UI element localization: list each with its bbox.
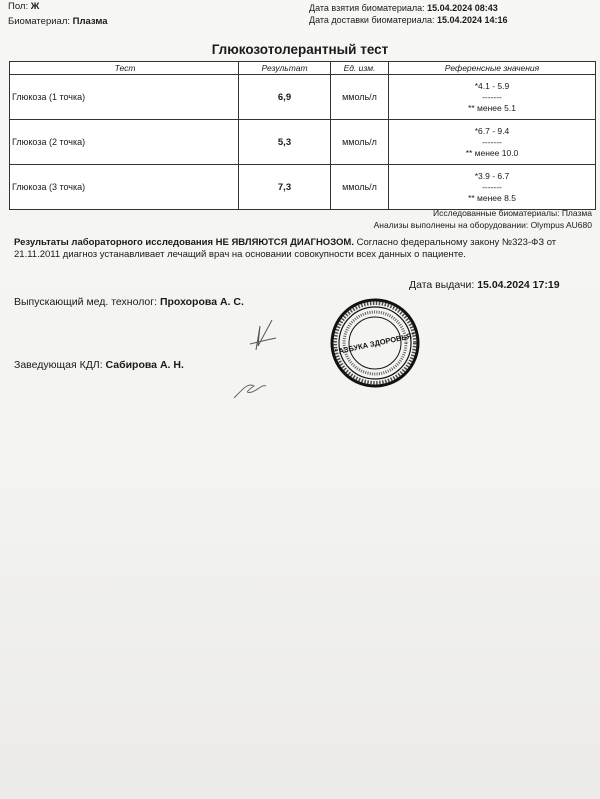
clinic-stamp (330, 298, 420, 388)
reference-limit: ** менее 5.1 (468, 102, 516, 113)
biomaterial-field (8, 16, 108, 27)
issue-date-value: 15.04.2024 17:19 (477, 279, 560, 291)
head-handwritten-signature (230, 374, 270, 402)
test-unit: ммоль/л (331, 120, 389, 165)
issue-date-label: Дата выдачи: (409, 279, 475, 291)
sample-date-label: Дата взятия биоматериала: (309, 3, 425, 13)
delivery-date-label: Дата доставки биоматериала: (309, 15, 435, 25)
reference-separator: ------- (482, 136, 502, 147)
test-result: 7,3 (239, 165, 331, 210)
test-result: 5,3 (239, 120, 331, 165)
reference-separator: ------- (482, 91, 502, 102)
sample-date-field (309, 3, 498, 13)
sample-date-value: 15.04.2024 08:43 (427, 3, 498, 13)
col-header-result: Результат (239, 62, 331, 75)
table-row (10, 75, 596, 120)
stamp-center-text: "АЗБУКА ЗДОРОВЬЯ" (334, 330, 416, 357)
reference-range: *4.1 - 5.9 (474, 80, 510, 91)
test-name: Глюкоза (2 точка) (10, 120, 239, 165)
reference-range: *3.9 - 6.7 (474, 170, 510, 181)
delivery-date-value: 15.04.2024 14:16 (436, 15, 508, 25)
test-reference (389, 165, 596, 210)
col-header-reference: Референсные значения (389, 62, 596, 75)
reference-limit: ** менее 8.5 (468, 192, 516, 203)
disclaimer-bold: Результаты лабораторного исследования НЕ ЯВЛЯЮТСЯ ДИАГНОЗОМ. (14, 237, 354, 248)
biomaterial-label: Биоматериал: (8, 16, 71, 27)
disclaimer-text: Согласно федеральному закону №323-ФЗ от 21.11.2011 диагноз устанавливает лечащий врач на основании совокупности всех данных о пациенте. (14, 237, 557, 260)
head-label: Заведующая КДЛ: (14, 359, 103, 371)
test-unit: ммоль/л (331, 165, 389, 210)
test-name: Глюкоза (3 точка) (10, 165, 239, 210)
reference-separator: ------- (482, 181, 502, 192)
diagnosis-disclaimer (14, 237, 586, 261)
results-table (9, 61, 596, 210)
test-name: Глюкоза (1 точка) (10, 75, 239, 120)
table-row (10, 165, 596, 210)
reference-range: *6.7 - 9.4 (474, 125, 510, 136)
col-header-unit: Ед. изм. (331, 62, 389, 75)
page-title: Глюкозотолерантный тест (211, 42, 389, 57)
table-header-row (10, 62, 596, 75)
sex-value: Ж (30, 1, 40, 12)
delivery-date-field (309, 15, 508, 25)
head-name: Сабирова А. Н. (105, 359, 184, 371)
reference-limit: ** менее 10.0 (465, 147, 519, 158)
col-header-test: Тест (10, 62, 239, 75)
technologist-signature-line (14, 296, 244, 308)
test-reference (389, 75, 596, 120)
technologist-label: Выпускающий мед. технолог: (14, 296, 158, 308)
biomaterial-note: Исследованные биоматериалы: Плазма (433, 208, 592, 218)
technologist-handwritten-signature (246, 316, 280, 356)
table-row (10, 120, 596, 165)
technologist-name: Прохорова А. С. (159, 296, 244, 308)
sex-field (8, 1, 39, 12)
test-unit: ммоль/л (331, 75, 389, 120)
issue-date-field (409, 279, 560, 291)
test-reference (389, 120, 596, 165)
head-signature-line (14, 359, 184, 371)
sex-label: Пол: (8, 1, 29, 12)
biomaterial-value: Плазма (72, 16, 108, 27)
equipment-note: Анализы выполнены на оборудовании: Olympus AU680 (373, 220, 592, 230)
test-result: 6,9 (239, 75, 331, 120)
